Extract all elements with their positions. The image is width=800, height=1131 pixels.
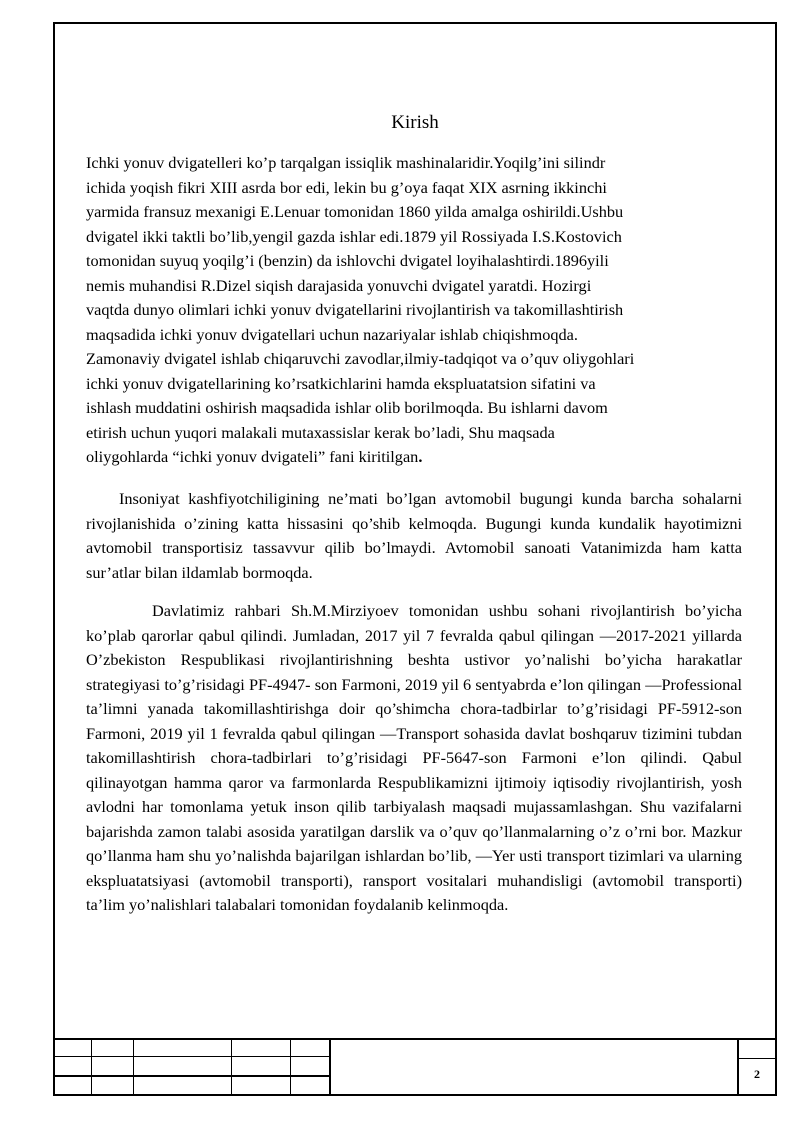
title-block	[53, 1038, 777, 1096]
paragraph-2: Insoniyat kashfiyotchiligining ne’mati bo’lgan avtomobil bugungi kunda barcha sohalarni rivojlanishida o’zining katta hissasini qo’shib kelmoqda. Bugungi kunda kundalik hayotimizni avtomobil transportisiz tassavvur qilib bo’lmaydi. Avtomobil sanoati Vatanimizda ham katta sur’atlar bilan ildamlab bormoqda.	[86, 489, 742, 582]
intro-paragraph	[86, 151, 736, 470]
title-block-col-line-4	[290, 1038, 291, 1096]
title-block-col-line-3	[231, 1038, 232, 1096]
title-block-row-line-2	[53, 1075, 329, 1077]
page-number-cell-line	[737, 1058, 777, 1059]
title-block-top-border	[53, 1038, 777, 1040]
intro-end: .	[418, 447, 423, 466]
title-block-col-line-2	[133, 1038, 134, 1096]
intro-text: Ichki yonuv dvigatelleri ko’p tarqalgan issiqlik mashinalaridir.Yoqilg’ini silindr ichida yoqish fikri XIII asrda bor edi, lekin bu g’oya faqat XIX asrning ikkinchi yarmida fransuz mexanigi E.Lenuar tomonidan 1860 yilda amalga oshirildi.Ushbu dvigatel ikki taktli bo’lib,yengil gazda ishlar edi.1879 yil Rossiyada I.S.Kostovich tomonidan suyuq yoqilg’i (benzin) da ishlovchi dvigatel loyihalashtirdi.1896yili nemis muhandisi R.Dizel siqish darajasida yonuvchi dvigatel yaratdi. Hozirgi vaqtda dunyo olimlari ichki yonuv dvigatellarini rivojlantirish va takomillashtirish maqsadida ichki yonuv dvigatellari uchun nazariyalar ishlab chiqishmoqda. Zamonaviy dvigatel ishlab chiqaruvchi zavodlar,ilmiy-tadqiqot va o’quv oliygohlari ichki yonuv dvigatellarining ko’rsatkichlarini hamda ekspluatatsion sifatini va ishlash muddatini oshirish maqsadida ishlar olib borilmoqda. Bu ishlarni davom etirish uchun yuqori malakali mutaxassislar kerak bo’ladi, Shu maqsada oliygohlarda “ichki yonuv dvigateli” fani kiritilgan	[86, 153, 635, 466]
paragraph-3: Davlatimiz rahbari Sh.M.Mirziyoev tomonidan ushbu sohani rivojlantirish bo’yicha ko’plab qarorlar qabul qilindi. Jumladan, 2017 yil 7 fevralda qabul qilingan ―2017-2021 yillarda O’zbekiston Respublikasi rivojlantirishning beshta ustivor yo’nalishi bo’yicha harakatlar strategiyasi to’g’risidagi PF-4947- son Farmoni, 2019 yil 6 sentyabrda e’lon qilingan ―Professional ta’limni yanada takomillashtirishga doir qo’shimcha chora-tadbirlar to’g’risidagi PF-5912-son Farmoni, 2019 yil 1 fevralda qabul qilingan ―Transport sohasida davlat boshqaruv tizimini tubdan takomillashtirish chora-tadbirlari to’g’risidagi PF-5647-son Farmoni e’lon qilindi. Qabul qilinayotgan hamma qaror va farmonlarda Respublikamizni ijtimoiy iqtisodiy rivojlantirish, yosh avlodni har tomonlama yetuk inson qilib tarbiyalash maqsadi mujassamlashgan. Shu vazifalarni bajarishda zamon talabi asosida yaratilgan darslik va o’quv qo’llanmalarning o’z o’rni bor. Mazkur qo’llanma ham shu yo’nalishda bajarilgan ishlardan bo’lib, ―Yer usti transport tizimlari va ularning ekspluatatsiyasi (avtomobil transporti), ransport vositalari muhandisligi (avtomobil transporti) ta’lim yo’nalishlari talabalari tomonidan foydalanib kelinmoqda.	[86, 601, 742, 914]
title-block-col-line-1	[91, 1038, 92, 1096]
page-number: 2	[754, 1067, 760, 1081]
page-title: Kirish	[391, 112, 439, 133]
title-block-col-line-5	[329, 1038, 331, 1096]
title-block-row-line-1	[53, 1056, 329, 1057]
